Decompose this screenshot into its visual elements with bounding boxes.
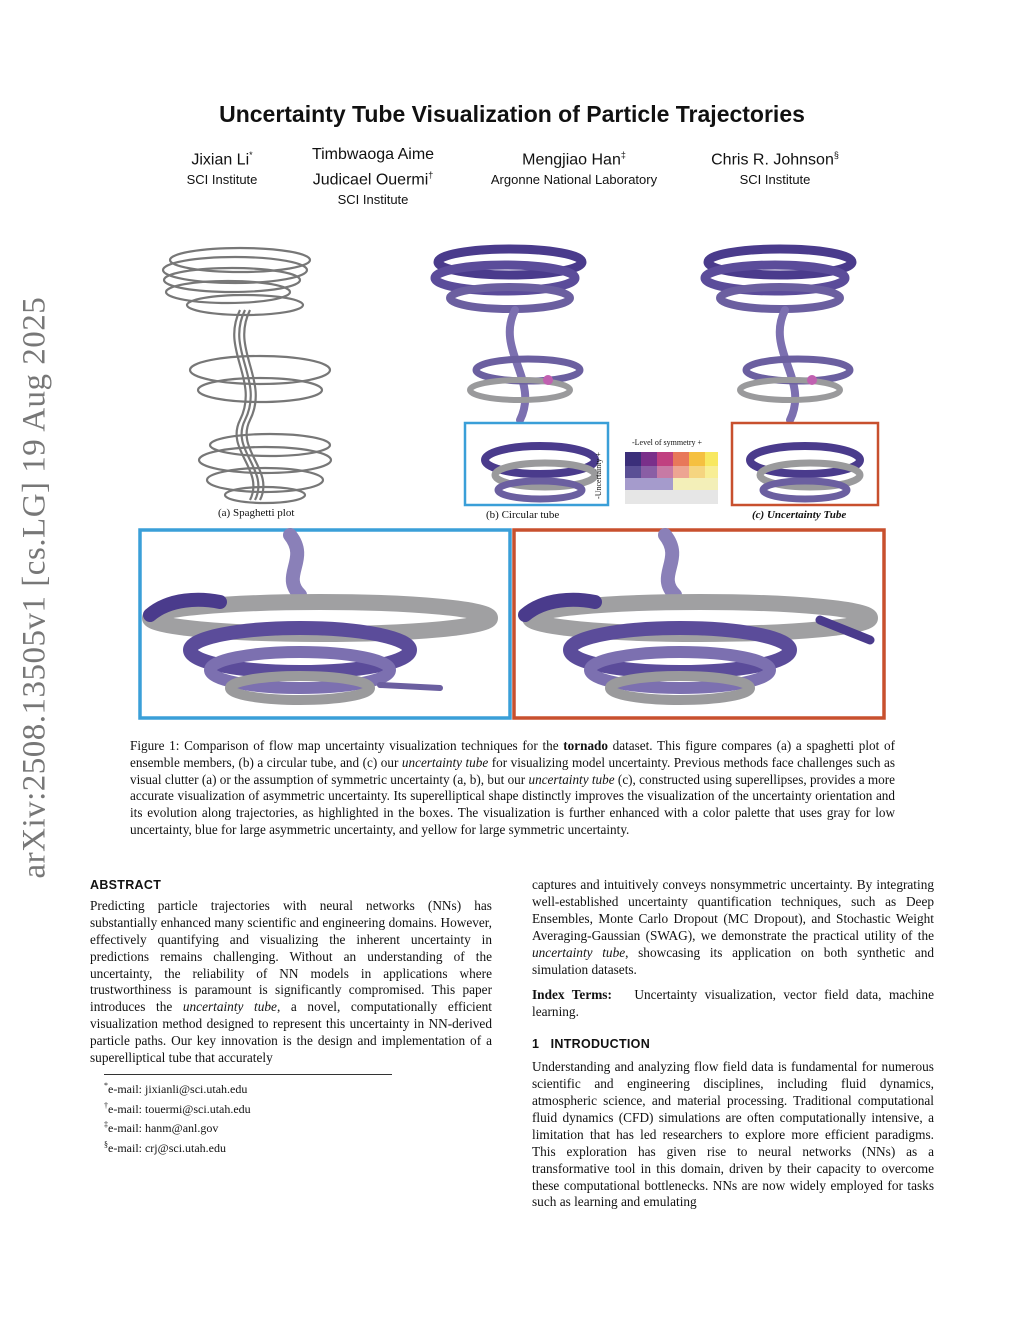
author-affiliation: SCI Institute bbox=[186, 172, 258, 188]
abstract-section bbox=[90, 877, 492, 1067]
footnotes bbox=[104, 1078, 424, 1156]
author-name: Jixian Li bbox=[191, 151, 250, 169]
paper-title: Uncertainty Tube Visualization of Particle Trajectories bbox=[219, 101, 805, 127]
caption-text: for visualizing model uncertainty. Previous methods face challenges such as visual clutter (a) or the assumption of symmetric uncertainty (a, b), but our bbox=[130, 754, 896, 787]
author-name: Timbwaoga Aime bbox=[311, 146, 435, 163]
spaghetti-plot-image bbox=[163, 248, 331, 503]
figure-1 bbox=[0, 230, 1024, 725]
section-number: 1 bbox=[532, 1037, 540, 1052]
caption-emphasis: uncertainty tube bbox=[528, 771, 615, 787]
section-title: INTRODUCTION bbox=[550, 1037, 651, 1052]
arxiv-identifier: arXiv:2508.13505v1 [cs.LG] 19 Aug 2025 bbox=[16, 296, 53, 879]
author-4 bbox=[700, 145, 850, 190]
index-terms-text: Uncertainty visualization, vector field data, machine learning. bbox=[532, 987, 934, 1020]
right-column bbox=[532, 877, 934, 1211]
caption-text: dataset. This figure compares (a) a spaghetti plot of ensemble members, (b) a circular tube, and (c) our bbox=[130, 738, 895, 770]
abstract-continuation bbox=[532, 877, 934, 978]
author-mark: § bbox=[833, 150, 839, 160]
abstract-text-part: , showcasing its application on both synthetic and simulation datasets. bbox=[532, 944, 934, 977]
author-name: Mengjiao Han bbox=[522, 151, 621, 169]
author-mark: † bbox=[428, 170, 434, 180]
figure-label-a: (a) Spaghetti plot bbox=[218, 507, 295, 519]
circular-tube-zoom bbox=[140, 530, 510, 718]
footnote: *e-mail: jixianli@sci.utah.edu bbox=[104, 1081, 248, 1096]
author-affiliation: SCI Institute bbox=[337, 192, 409, 208]
author-1 bbox=[162, 145, 282, 190]
abstract-heading: ABSTRACT bbox=[90, 878, 162, 892]
author-mark: ‡ bbox=[620, 150, 626, 160]
introduction-heading bbox=[532, 1036, 934, 1053]
caption-text: (c), constructed using superellipses, provides a more accurate visualization of asymmetric uncertainty. Its superelliptical shape distinctly improves the visualization of the uncertainty orientation and its evolution along trajectories, as highlighted in the boxes. The visualization is further enhanced with a color palette that uses gray for low uncertainty, blue for large asymmetric uncertainty, and yellow for large symmetric uncertainty. bbox=[130, 771, 895, 837]
legend-symmetry-label: -Level of symmetry + bbox=[632, 438, 703, 447]
abstract-text-part: Predicting particle trajectories with neural networks (NNs) has substantially enhanced many scientific and engineering domains. However, effectively quantifying and visualizing the inherent uncertainty in predictions remains challenging. Without an understanding of the uncertainty, the reliability of NN models in applications where trustworthiness is paramount is significantly compromised. This paper introduces the bbox=[90, 897, 492, 1015]
uncertainty-tube-image bbox=[705, 249, 852, 420]
author-2 bbox=[298, 145, 448, 210]
circular-tube-image bbox=[435, 249, 582, 420]
abstract-text-part: captures and intuitively conveys nonsymmetric uncertainty. By integrating well-established uncertainty quantification techniques, such as Deep Ensembles, Monte Carlo Dropout (MC Dropout), and Stochastic Weight Averaging-Gaussian (SWAG), we demonstrate the practical utility of the bbox=[532, 877, 934, 943]
figure-caption bbox=[130, 738, 895, 839]
author-name: Chris R. Johnson bbox=[711, 151, 834, 169]
figure-label-b: (b) Circular tube bbox=[486, 509, 560, 521]
footnote: ‡e-mail: hanm@anl.gov bbox=[104, 1120, 219, 1135]
index-terms-label: Index Terms: bbox=[532, 987, 612, 1003]
index-terms bbox=[532, 987, 934, 1021]
abstract-text-part: , a novel, computationally efficient visualization method designed to represent this uncertainty in NN-derived particle paths. Our key innovation is the design and implementation of a superelliptical tube that accurately bbox=[90, 999, 492, 1066]
author-affiliation: Argonne National Laboratory bbox=[490, 172, 658, 188]
author-3 bbox=[474, 145, 674, 190]
caption-emphasis: uncertainty tube bbox=[401, 754, 489, 770]
abstract-emphasis: uncertainty tube bbox=[182, 999, 277, 1015]
abstract-text bbox=[90, 898, 492, 1067]
figure-label-c: (c) Uncertainty Tube bbox=[752, 509, 847, 521]
author-mark: * bbox=[249, 150, 253, 160]
uncertainty-tube-zoom bbox=[514, 530, 884, 718]
author-name-2: Judicael Ouermi bbox=[312, 171, 429, 189]
symmetry-uncertainty-legend bbox=[625, 452, 718, 504]
caption-bold: tornado bbox=[563, 738, 608, 753]
caption-text: Figure 1: Comparison of flow map uncertainty visualization techniques for the bbox=[130, 738, 564, 753]
abstract-emphasis: uncertainty tube bbox=[532, 944, 626, 960]
footnote: †e-mail: touermi@sci.utah.edu bbox=[104, 1100, 251, 1116]
footnote: §e-mail: crj@sci.utah.edu bbox=[104, 1139, 227, 1155]
author-affiliation: SCI Institute bbox=[739, 172, 811, 188]
footnote-rule bbox=[104, 1074, 392, 1075]
introduction-text: Understanding and analyzing flow field data is fundamental for numerous scientific and engineering disciplines, including fluid dynamics, atmospheric science, and material processing. Traditional computational fluid dynamics (CFD) simulations are often computationally intensive, a limitation that has led researchers to explore more efficient paradigms. This exploration has given rise to neural networks (NNs) as a transformative tool in this domain, driven by their capacity to overcome these computational bottlenecks. NNs are now widely employed for tasks such as learning and emulating bbox=[532, 1059, 934, 1210]
legend-uncertainty-label: -Uncertainty + bbox=[593, 452, 603, 499]
